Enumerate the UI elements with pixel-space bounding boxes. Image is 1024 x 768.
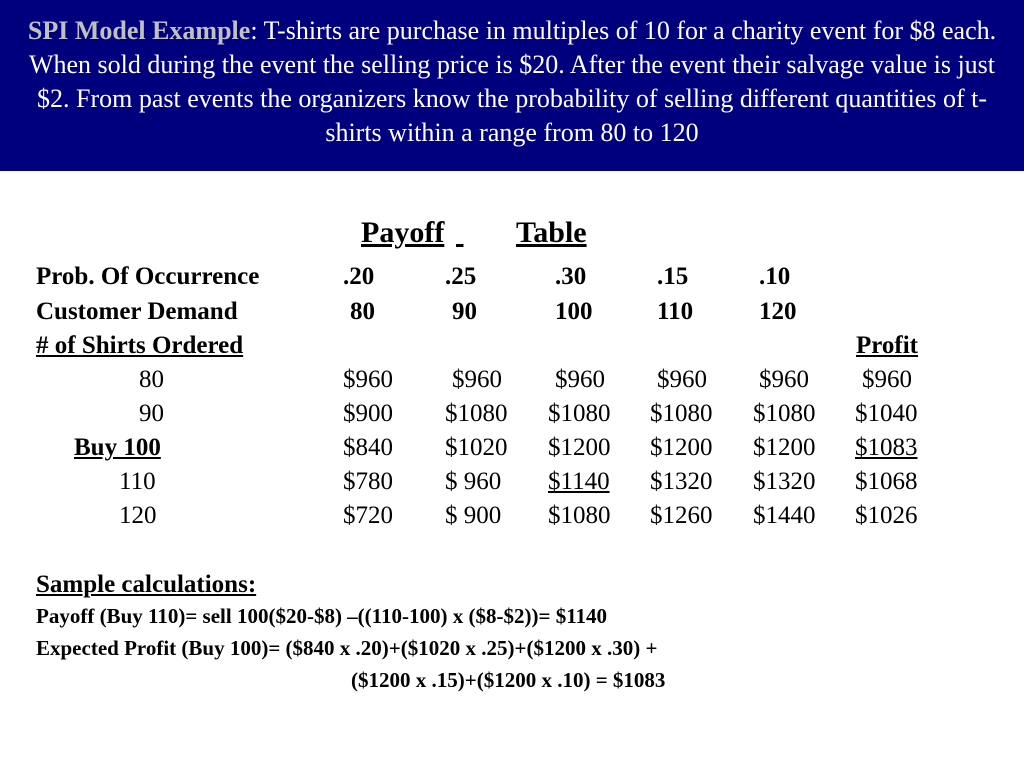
table-title-gap [456,216,516,252]
header-lead: SPI Model Example [27,16,251,45]
demand-cell: 100 [555,298,593,325]
sample-line: Payoff (Buy 110)= sell 100($20-$8) –((110-100) x ($8-$2))= $1140 [36,604,608,628]
payoff-cell: $1080 [650,400,713,427]
payoff-cell: $1260 [650,502,713,529]
payoff-cell: $1320 [650,468,713,495]
profit-cell-max: $1083 [855,434,918,461]
row-label: 80 [139,366,164,393]
row-label: 120 [119,502,157,529]
payoff-cell: $780 [343,468,393,495]
payoff-cell: $1200 [753,434,816,461]
payoff-cell: $900 [343,400,393,427]
demand-cell: 120 [759,298,797,325]
prob-cell: .10 [759,263,791,290]
payoff-cell: $960 [555,366,605,393]
payoff-cell: $1200 [650,434,713,461]
sample-line: ($1200 x .15)+($1200 x .10) = $1083 [351,668,666,692]
payoff-cell: $1080 [445,400,508,427]
payoff-cell: $960 [343,366,393,393]
profit-cell: $1026 [855,502,918,529]
sample-heading: Sample calculations: [36,571,257,598]
header-text [10,14,1014,150]
payoff-cell: $1020 [445,434,508,461]
profit-label: Profit [856,332,919,359]
payoff-cell-sample: $1140 [548,468,610,495]
payoff-cell: $1320 [753,468,816,495]
prob-cell: .25 [445,263,477,290]
row-label: 90 [139,400,164,427]
payoff-cell: $1080 [753,400,816,427]
payoff-cell: $960 [452,366,502,393]
prob-label: Prob. Of Occurrence [36,263,260,290]
table-title-table: Table [516,216,587,249]
demand-label: Customer Demand [36,298,238,325]
prob-cell: .30 [555,263,587,290]
ordered-label: # of Shirts Ordered [36,332,244,359]
prob-cell: .20 [343,263,375,290]
payoff-cell: $960 [759,366,809,393]
header-banner [0,0,1024,171]
profit-cell: $960 [862,366,912,393]
payoff-cell: $1080 [548,502,611,529]
row-label: 110 [119,468,156,495]
demand-cell: 90 [452,298,477,325]
payoff-cell: $960 [657,366,707,393]
row-label-selected: Buy 100 [74,434,161,461]
payoff-cell: $ 900 [445,502,502,529]
payoff-cell: $720 [343,502,393,529]
payoff-cell: $1440 [753,502,816,529]
profit-cell: $1068 [855,468,918,495]
payoff-cell: $ 960 [445,468,502,495]
table-title-payoff: Payoff [361,216,445,249]
demand-cell: 110 [657,298,694,325]
profit-cell: $1040 [855,400,918,427]
header-description: : T-shirts are purchase in multiples of 10 for a charity event for $8 each. When sold during the event the selling price is $20. After the event their salvage value is just $2. From past events the organizers know the probability of selling different quantities of t-shirts within a range from 80 to 120 [28,16,997,147]
payoff-cell: $840 [343,434,393,461]
sample-line: Expected Profit (Buy 100)= ($840 x .20)+($1020 x .25)+($1200 x .30) + [36,636,658,660]
payoff-cell: $1080 [548,400,611,427]
demand-cell: 80 [350,298,375,325]
payoff-cell: $1200 [548,434,611,461]
prob-cell: .15 [657,263,689,290]
